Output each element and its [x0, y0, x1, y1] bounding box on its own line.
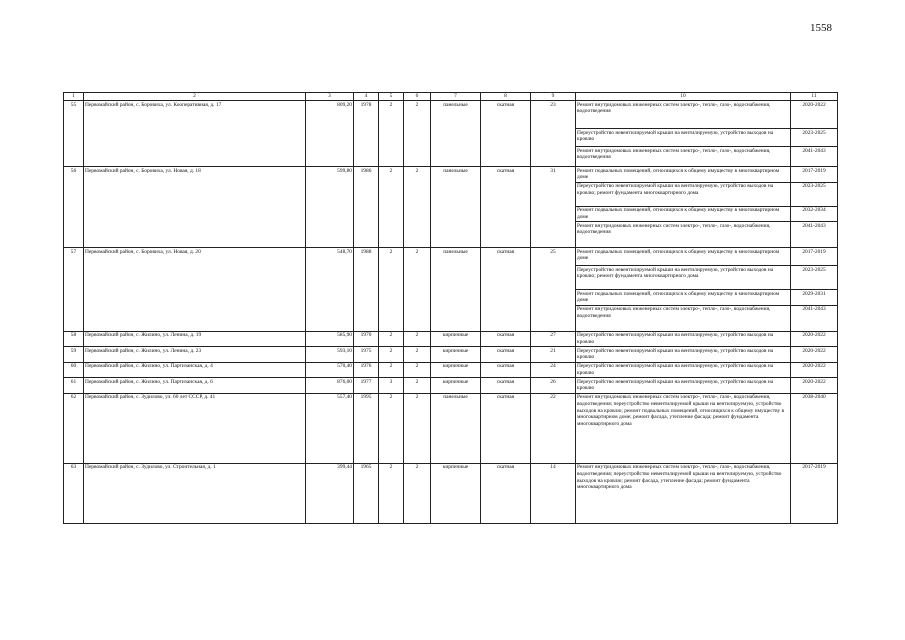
house-apartments: 24 — [531, 362, 576, 378]
work-period: 2020-2022 — [791, 362, 838, 378]
work-period: 2017-2019 — [791, 167, 838, 183]
work-description: Переустройство невентилируемой крыши на вентилируемую, устройство выходов на кровлю — [576, 347, 791, 363]
house-year: 1977 — [354, 378, 379, 394]
work-description: Ремонт внутридомовых инженерных систем электро-, тепло-, газо-, водоснабжения, водоотведения — [576, 222, 791, 248]
house-address: Первомайский район, с. Боровиха, ул. Новая, д. 18 — [84, 167, 306, 248]
house-floors: 2 — [379, 248, 404, 332]
house-area: 876,00 — [306, 378, 354, 394]
house-year: 1995 — [354, 393, 379, 463]
work-period: 2023-2025 — [791, 182, 838, 206]
house-year: 1976 — [354, 362, 379, 378]
row-number: 59 — [64, 347, 84, 363]
work-description: Ремонт подвальных помещений, относящихся к общему имуществу в многоквартирном доме — [576, 167, 791, 183]
work-description: Ремонт подвальных помещений, относящихся к общему имуществу в многоквартирном доме — [576, 248, 791, 266]
work-period: 2041-2043 — [791, 305, 838, 331]
house-area: 599,80 — [306, 167, 354, 248]
register-body — [64, 101, 838, 524]
house-apartments: 22 — [531, 393, 576, 463]
work-description: Ремонт подвальных помещений, относящихся к общему имуществу в многоквартирном доме — [576, 206, 791, 222]
work-description: Переустройство невентилируемой крыши на вентилируемую, устройство выходов на кровлю; ремонт фундамента многоквартирного дома — [576, 266, 791, 290]
house-area: 593,10 — [306, 347, 354, 363]
row-number: 60 — [64, 362, 84, 378]
house-year: 1988 — [354, 248, 379, 332]
house-floors: 3 — [379, 378, 404, 394]
house-apartments: 31 — [531, 167, 576, 248]
column-number: 6 — [404, 93, 431, 101]
row-number: 57 — [64, 248, 84, 332]
house-entrances: 2 — [404, 393, 431, 463]
work-period: 2032-2034 — [791, 206, 838, 222]
column-number: 4 — [354, 93, 379, 101]
house-walls: панельные — [431, 167, 481, 248]
work-description: Ремонт внутридомовых инженерных систем электро-, тепло-, газо-, водоснабжения, водоотведения — [576, 101, 791, 129]
house-area: 399,44 — [306, 463, 354, 523]
house-walls: кирпичные — [431, 463, 481, 523]
house-entrances: 2 — [404, 101, 431, 167]
house-apartments: 25 — [531, 248, 576, 332]
house-floors: 2 — [379, 347, 404, 363]
house-row — [64, 167, 838, 183]
house-address: Первомайский район, с. Зудилово, ул. 60 лет СССР, д. 41 — [84, 393, 306, 463]
house-floors: 2 — [379, 331, 404, 347]
house-floors: 2 — [379, 101, 404, 167]
house-address: Первомайский район, с. Боровиха, ул. Новая, д. 20 — [84, 248, 306, 332]
house-walls: кирпичные — [431, 378, 481, 394]
house-address: Первомайский район, с. Жилино, ул. Ленина, д. 23 — [84, 347, 306, 363]
house-entrances: 2 — [404, 378, 431, 394]
row-number: 62 — [64, 393, 84, 463]
column-number-row — [64, 93, 838, 101]
house-roof: скатная — [481, 347, 531, 363]
row-number: 63 — [64, 463, 84, 523]
house-apartments: 27 — [531, 331, 576, 347]
house-entrances: 2 — [404, 362, 431, 378]
house-roof: скатная — [481, 101, 531, 167]
column-number: 10 — [576, 93, 791, 101]
work-period: 2023-2025 — [791, 266, 838, 290]
house-roof: скатная — [481, 463, 531, 523]
housing-register-table — [63, 92, 838, 524]
work-period: 2029-2031 — [791, 290, 838, 306]
row-number: 56 — [64, 167, 84, 248]
column-number: 7 — [431, 93, 481, 101]
row-number: 58 — [64, 331, 84, 347]
house-entrances: 2 — [404, 248, 431, 332]
work-description: Ремонт внутридомовых инженерных систем электро-, тепло-, газо-, водоснабжения, водоотведения; переустройство невентилируемой крыши на вентилируемую, устройство выходов на кровлю; ремонт подвальных помещений, относящихся к общему имуществу в многоквартирном доме; ремонт фасада, утепление фасада; ремонт фундамента многоквартирного дома — [576, 393, 791, 463]
house-walls: кирпичные — [431, 347, 481, 363]
house-walls: кирпичные — [431, 331, 481, 347]
house-year: 1970 — [354, 331, 379, 347]
house-roof: скатная — [481, 362, 531, 378]
work-period: 2020-2022 — [791, 378, 838, 394]
house-apartments: 26 — [531, 378, 576, 394]
house-year: 1986 — [354, 167, 379, 248]
house-area: 548,70 — [306, 248, 354, 332]
house-area: 557,40 — [306, 393, 354, 463]
work-period: 2020-2022 — [791, 347, 838, 363]
work-description: Переустройство невентилируемой крыши на вентилируемую, устройство выходов на кровлю — [576, 129, 791, 147]
house-floors: 2 — [379, 167, 404, 248]
house-roof: скатная — [481, 248, 531, 332]
column-number: 1 — [64, 93, 84, 101]
house-roof: скатная — [481, 393, 531, 463]
work-period: 2020-2022 — [791, 331, 838, 347]
work-period: 2041-2043 — [791, 147, 838, 167]
work-period: 2023-2025 — [791, 129, 838, 147]
house-floors: 2 — [379, 393, 404, 463]
column-number: 9 — [531, 93, 576, 101]
house-year: 1978 — [354, 101, 379, 167]
house-row — [64, 378, 838, 394]
work-description: Ремонт внутридомовых инженерных систем электро-, тепло-, газо-, водоснабжения, водоотведения — [576, 147, 791, 167]
house-row — [64, 362, 838, 378]
house-roof: скатная — [481, 331, 531, 347]
house-floors: 2 — [379, 362, 404, 378]
work-period: 2017-2019 — [791, 463, 838, 523]
house-apartments: 21 — [531, 347, 576, 363]
house-walls: панельные — [431, 248, 481, 332]
house-walls: панельные — [431, 101, 481, 167]
column-number: 5 — [379, 93, 404, 101]
work-description: Ремонт внутридомовых инженерных систем электро-, тепло-, газо-, водоснабжения, водоотведения; переустройство невентилируемой крыши на вентилируемую, устройство выходов на кровлю; ремонт фасада, утепление фасада; ремонт фундамента многоквартирного дома — [576, 463, 791, 523]
house-year: 1975 — [354, 347, 379, 363]
house-address: Первомайский район, с. Боровиха, ул. Кооперативная, д. 17 — [84, 101, 306, 167]
work-description: Переустройство невентилируемой крыши на вентилируемую, устройство выходов на кровлю — [576, 378, 791, 394]
house-entrances: 2 — [404, 167, 431, 248]
work-period: 2020-2022 — [791, 101, 838, 129]
house-address: Первомайский район, с. Жилино, ул. Ленина, д. 19 — [84, 331, 306, 347]
house-floors: 2 — [379, 463, 404, 523]
house-row — [64, 331, 838, 347]
house-walls: кирпичные — [431, 362, 481, 378]
house-row — [64, 393, 838, 463]
work-description: Переустройство невентилируемой крыши на вентилируемую, устройство выходов на кровлю — [576, 362, 791, 378]
house-address: Первомайский район, с. Жилино, ул. Партизанская, д. 4 — [84, 362, 306, 378]
house-entrances: 2 — [404, 463, 431, 523]
row-number: 61 — [64, 378, 84, 394]
house-address: Первомайский район, с. Жилино, ул. Партизанская, д. 6 — [84, 378, 306, 394]
house-entrances: 2 — [404, 331, 431, 347]
column-number: 8 — [481, 93, 531, 101]
house-roof: скатная — [481, 378, 531, 394]
house-area: 585,90 — [306, 331, 354, 347]
house-walls: панельные — [431, 393, 481, 463]
column-number: 3 — [306, 93, 354, 101]
work-description: Ремонт внутридомовых инженерных систем электро-, тепло-, газо-, водоснабжения, водоотведения — [576, 305, 791, 331]
column-number: 11 — [791, 93, 838, 101]
house-address: Первомайский район, с. Зудилово, ул. Строительная, д. 1 — [84, 463, 306, 523]
work-description: Ремонт подвальных помещений, относящихся к общему имуществу в многоквартирном доме — [576, 290, 791, 306]
house-year: 1965 — [354, 463, 379, 523]
house-area: 809,20 — [306, 101, 354, 167]
house-area: 570,40 — [306, 362, 354, 378]
house-row — [64, 101, 838, 129]
house-row — [64, 248, 838, 266]
row-number: 55 — [64, 101, 84, 167]
work-description: Переустройство невентилируемой крыши на вентилируемую, устройство выходов на кровлю; ремонт фундамента многоквартирного дома — [576, 182, 791, 206]
house-apartments: 14 — [531, 463, 576, 523]
house-apartments: 23 — [531, 101, 576, 167]
house-entrances: 2 — [404, 347, 431, 363]
house-row — [64, 463, 838, 523]
work-period: 2038-2040 — [791, 393, 838, 463]
page-number: 1558 — [810, 22, 832, 34]
work-period: 2017-2019 — [791, 248, 838, 266]
house-row — [64, 347, 838, 363]
house-roof: скатная — [481, 167, 531, 248]
column-number: 2 — [84, 93, 306, 101]
work-description: Переустройство невентилируемой крыши на вентилируемую, устройство выходов на кровлю — [576, 331, 791, 347]
work-period: 2041-2043 — [791, 222, 838, 248]
